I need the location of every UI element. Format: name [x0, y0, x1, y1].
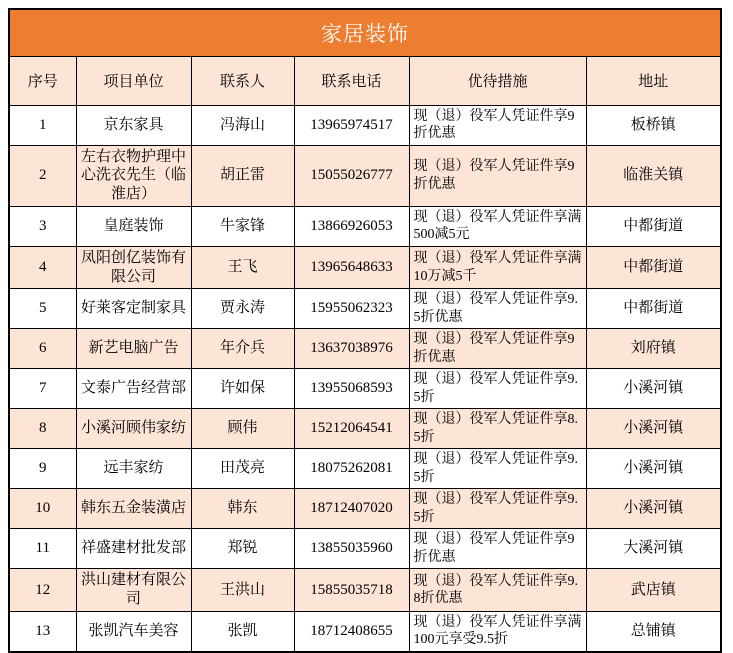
table-title-row	[9, 9, 721, 56]
table-body	[9, 105, 721, 652]
cell-unit: 文泰广告经营部	[76, 369, 191, 409]
table-row	[9, 489, 721, 529]
cell-unit: 新艺电脑广告	[76, 329, 191, 369]
table-row	[9, 145, 721, 206]
cell-phone: 15855035718	[294, 569, 409, 612]
cell-benefit: 现（退）役军人凭证件享满500减5元	[409, 206, 586, 246]
cell-contact: 许如保	[191, 369, 294, 409]
cell-no: 10	[9, 489, 76, 529]
cell-address: 板桥镇	[586, 105, 721, 145]
cell-benefit: 现（退）役军人凭证件享9折优惠	[409, 105, 586, 145]
cell-unit: 左右衣物护理中心洗衣先生（临淮店）	[76, 145, 191, 206]
column-header-no: 序号	[9, 56, 76, 105]
cell-phone: 15055026777	[294, 145, 409, 206]
cell-benefit: 现（退）役军人凭证件享9折优惠	[409, 145, 586, 206]
cell-no: 2	[9, 145, 76, 206]
table-row	[9, 105, 721, 145]
cell-benefit: 现（退）役军人凭证件享9折优惠	[409, 529, 586, 569]
cell-phone: 13955068593	[294, 369, 409, 409]
cell-phone: 13965648633	[294, 246, 409, 289]
cell-contact: 牛家锋	[191, 206, 294, 246]
cell-address: 刘府镇	[586, 329, 721, 369]
cell-unit: 好莱客定制家具	[76, 289, 191, 329]
cell-benefit: 现（退）役军人凭证件享9.5折	[409, 489, 586, 529]
cell-no: 5	[9, 289, 76, 329]
cell-address: 小溪河镇	[586, 489, 721, 529]
table-row	[9, 206, 721, 246]
cell-contact: 郑锐	[191, 529, 294, 569]
cell-no: 13	[9, 611, 76, 652]
cell-contact: 贾永涛	[191, 289, 294, 329]
cell-benefit: 现（退）役军人凭证件享9折优惠	[409, 329, 586, 369]
cell-benefit: 现（退）役军人凭证件享9.8折优惠	[409, 569, 586, 612]
cell-phone: 18712407020	[294, 489, 409, 529]
column-header-contact: 联系人	[191, 56, 294, 105]
column-header-benefit: 优待措施	[409, 56, 586, 105]
cell-no: 12	[9, 569, 76, 612]
cell-address: 临淮关镇	[586, 145, 721, 206]
cell-no: 6	[9, 329, 76, 369]
cell-address: 大溪河镇	[586, 529, 721, 569]
cell-unit: 凤阳创亿装饰有限公司	[76, 246, 191, 289]
cell-phone: 15212064541	[294, 409, 409, 449]
cell-unit: 皇庭装饰	[76, 206, 191, 246]
cell-contact: 王飞	[191, 246, 294, 289]
cell-address: 小溪河镇	[586, 449, 721, 489]
cell-no: 8	[9, 409, 76, 449]
cell-benefit: 现（退）役军人凭证件享9.5折优惠	[409, 289, 586, 329]
table-row	[9, 289, 721, 329]
cell-phone: 13637038976	[294, 329, 409, 369]
cell-unit: 京东家具	[76, 105, 191, 145]
cell-phone: 18075262081	[294, 449, 409, 489]
cell-no: 4	[9, 246, 76, 289]
table-row	[9, 409, 721, 449]
column-header-unit: 项目单位	[76, 56, 191, 105]
table-header-row	[9, 56, 721, 105]
cell-address: 总铺镇	[586, 611, 721, 652]
cell-contact: 张凯	[191, 611, 294, 652]
table-row	[9, 569, 721, 612]
cell-no: 9	[9, 449, 76, 489]
cell-address: 中都街道	[586, 246, 721, 289]
cell-no: 1	[9, 105, 76, 145]
cell-contact: 年介兵	[191, 329, 294, 369]
cell-no: 3	[9, 206, 76, 246]
cell-unit: 张凯汽车美容	[76, 611, 191, 652]
cell-address: 中都街道	[586, 289, 721, 329]
cell-phone: 18712408655	[294, 611, 409, 652]
cell-unit: 小溪河顾伟家纺	[76, 409, 191, 449]
cell-contact: 田茂亮	[191, 449, 294, 489]
cell-contact: 顾伟	[191, 409, 294, 449]
cell-phone: 13855035960	[294, 529, 409, 569]
table-title: 家居装饰	[9, 9, 721, 56]
cell-address: 小溪河镇	[586, 409, 721, 449]
cell-unit: 祥盛建材批发部	[76, 529, 191, 569]
cell-contact: 胡正雷	[191, 145, 294, 206]
cell-benefit: 现（退）役军人凭证件享满10万减5千	[409, 246, 586, 289]
cell-benefit: 现（退）役军人凭证件享8.5折	[409, 409, 586, 449]
cell-address: 小溪河镇	[586, 369, 721, 409]
cell-unit: 洪山建材有限公司	[76, 569, 191, 612]
cell-unit: 远丰家纺	[76, 449, 191, 489]
home-decoration-table	[8, 8, 722, 653]
table-row	[9, 611, 721, 652]
column-header-address: 地址	[586, 56, 721, 105]
cell-phone: 13965974517	[294, 105, 409, 145]
cell-address: 中都街道	[586, 206, 721, 246]
cell-no: 7	[9, 369, 76, 409]
table-row	[9, 329, 721, 369]
cell-phone: 13866926053	[294, 206, 409, 246]
cell-benefit: 现（退）役军人凭证件享满100元享受9.5折	[409, 611, 586, 652]
cell-contact: 韩东	[191, 489, 294, 529]
cell-unit: 韩东五金装潢店	[76, 489, 191, 529]
cell-benefit: 现（退）役军人凭证件享9.5折	[409, 369, 586, 409]
cell-benefit: 现（退）役军人凭证件享9.5折	[409, 449, 586, 489]
column-header-phone: 联系电话	[294, 56, 409, 105]
cell-no: 11	[9, 529, 76, 569]
table-row	[9, 246, 721, 289]
table-row	[9, 529, 721, 569]
table-row	[9, 449, 721, 489]
cell-contact: 冯海山	[191, 105, 294, 145]
cell-contact: 王洪山	[191, 569, 294, 612]
cell-address: 武店镇	[586, 569, 721, 612]
cell-phone: 15955062323	[294, 289, 409, 329]
table-row	[9, 369, 721, 409]
